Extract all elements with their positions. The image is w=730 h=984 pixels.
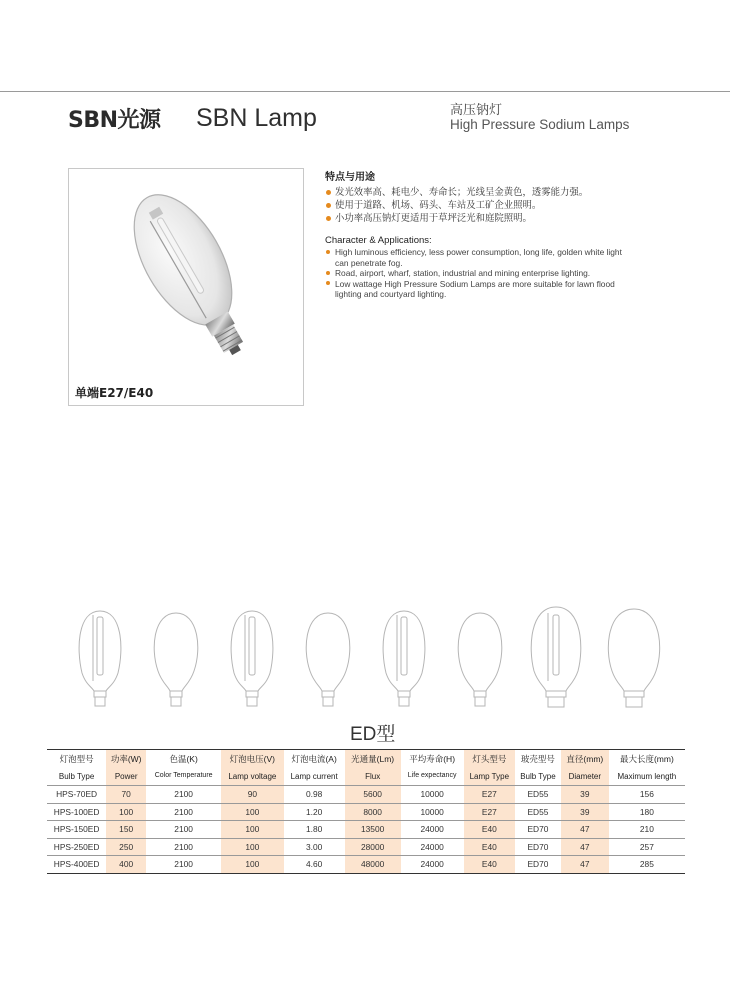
table-cell: 24000 bbox=[401, 838, 464, 856]
table-cell: 285 bbox=[609, 856, 685, 874]
bulb-outline-icon bbox=[79, 611, 121, 706]
spec-table-body bbox=[47, 786, 685, 874]
bulb-outline-icon bbox=[154, 613, 198, 706]
col-header-cn: 功率(W) bbox=[106, 750, 146, 768]
table-row bbox=[47, 838, 685, 856]
table-cell: 1.80 bbox=[284, 821, 345, 839]
table-cell: 100 bbox=[106, 803, 146, 821]
feature-item-cn: 小功率高压钠灯更适用于草坪泛光和庭院照明。 bbox=[325, 212, 625, 225]
table-cell: 2100 bbox=[146, 803, 221, 821]
table-cell: 39 bbox=[561, 786, 609, 804]
product-title-en: High Pressure Sodium Lamps bbox=[450, 117, 630, 132]
col-header-en: Lamp current bbox=[284, 767, 345, 786]
table-cell: E40 bbox=[464, 821, 515, 839]
table-cell: 400 bbox=[106, 856, 146, 874]
top-divider bbox=[0, 91, 730, 92]
table-cell: 24000 bbox=[401, 856, 464, 874]
table-cell: 10000 bbox=[401, 803, 464, 821]
table-cell: 13500 bbox=[345, 821, 401, 839]
product-photo bbox=[68, 168, 304, 406]
table-cell: 257 bbox=[609, 838, 685, 856]
product-title-cn: 高压钠灯 bbox=[450, 103, 503, 118]
col-header-cn: 灯头型号 bbox=[464, 750, 515, 768]
col-header-en bbox=[401, 767, 464, 786]
col-header-cn: 平均寿命(H) bbox=[401, 750, 464, 768]
table-cell: 100 bbox=[221, 838, 283, 856]
table-cell: 28000 bbox=[345, 838, 401, 856]
bulb-outline-icon bbox=[383, 611, 425, 706]
table-cell: HPS-400ED bbox=[47, 856, 106, 874]
table-cell: E27 bbox=[464, 803, 515, 821]
col-header-cn: 直径(mm) bbox=[561, 750, 609, 768]
table-cell: 39 bbox=[561, 803, 609, 821]
col-header-en-text: Color Temperature bbox=[154, 772, 213, 779]
table-cell: E40 bbox=[464, 856, 515, 874]
col-header-en-text: Life expectancy bbox=[407, 772, 457, 779]
table-cell: 156 bbox=[609, 786, 685, 804]
table-cell: 4.60 bbox=[284, 856, 345, 874]
feature-item-en: Road, airport, wharf, station, industrial and mining enterprise lighting. bbox=[325, 268, 625, 279]
table-cell: 210 bbox=[609, 821, 685, 839]
table-cell: ED55 bbox=[515, 803, 561, 821]
col-header-en bbox=[146, 767, 221, 786]
table-row bbox=[47, 786, 685, 804]
table-cell: HPS-250ED bbox=[47, 838, 106, 856]
feature-item-en: Low wattage High Pressure Sodium Lamps are more suitable for lawn flood lighting and courtyard lighting. bbox=[325, 279, 625, 300]
table-cell: 0.98 bbox=[284, 786, 345, 804]
feature-item-cn: 使用于道路、机场、码头、车站及工矿企业照明。 bbox=[325, 199, 625, 212]
table-row bbox=[47, 856, 685, 874]
col-header-cn: 光通量(Lm) bbox=[345, 750, 401, 768]
table-cell: 90 bbox=[221, 786, 283, 804]
features-list-cn bbox=[325, 186, 625, 225]
bulb-outline-diagrams bbox=[68, 603, 688, 713]
table-cell: 3.00 bbox=[284, 838, 345, 856]
features-title-en: Character & Applications: bbox=[325, 235, 432, 246]
table-row bbox=[47, 803, 685, 821]
col-header-cn: 灯泡型号 bbox=[47, 750, 106, 768]
feature-item-cn: 发光效率高、耗电少、寿命长；光线呈金黄色，透雾能力强。 bbox=[325, 186, 625, 199]
header-row-en bbox=[47, 767, 685, 786]
table-cell: 47 bbox=[561, 838, 609, 856]
col-header-en: Power bbox=[106, 767, 146, 786]
col-header-en: Lamp voltage bbox=[221, 767, 283, 786]
photo-caption: 单端E27/E40 bbox=[75, 386, 154, 400]
table-cell: 10000 bbox=[401, 786, 464, 804]
col-header-en: Bulb Type bbox=[515, 767, 561, 786]
table-cell: E27 bbox=[464, 786, 515, 804]
table-cell: ED70 bbox=[515, 821, 561, 839]
spec-table bbox=[47, 749, 685, 874]
table-cell: 1.20 bbox=[284, 803, 345, 821]
col-header-en: Lamp Type bbox=[464, 767, 515, 786]
table-cell: 180 bbox=[609, 803, 685, 821]
table-cell: 8000 bbox=[345, 803, 401, 821]
table-cell: 100 bbox=[221, 821, 283, 839]
table-cell: 70 bbox=[106, 786, 146, 804]
table-cell: 2100 bbox=[146, 838, 221, 856]
table-cell: 48000 bbox=[345, 856, 401, 874]
col-header-cn: 最大长度(mm) bbox=[609, 750, 685, 768]
table-cell: 47 bbox=[561, 856, 609, 874]
section-label: ED型 bbox=[350, 724, 396, 745]
col-header-cn: 玻壳型号 bbox=[515, 750, 561, 768]
table-cell: E40 bbox=[464, 838, 515, 856]
col-header-cn: 灯泡电压(V) bbox=[221, 750, 283, 768]
col-header-en: Bulb Type bbox=[47, 767, 106, 786]
table-cell: 100 bbox=[221, 856, 283, 874]
col-header-en: Diameter bbox=[561, 767, 609, 786]
features-title-cn: 特点与用途 bbox=[325, 172, 375, 183]
table-cell: HPS-70ED bbox=[47, 786, 106, 804]
table-cell: ED70 bbox=[515, 856, 561, 874]
table-cell: 47 bbox=[561, 821, 609, 839]
col-header-cn: 色温(K) bbox=[146, 750, 221, 768]
bulb-outline-icon bbox=[458, 613, 502, 706]
table-cell: 2100 bbox=[146, 856, 221, 874]
features-list-en bbox=[325, 247, 625, 300]
col-header-en: Maximum length bbox=[609, 767, 685, 786]
bulb-outline-icon bbox=[608, 609, 659, 707]
table-cell: HPS-150ED bbox=[47, 821, 106, 839]
features-section bbox=[325, 168, 625, 300]
table-cell: 150 bbox=[106, 821, 146, 839]
table-cell: 5600 bbox=[345, 786, 401, 804]
col-header-en: Flux bbox=[345, 767, 401, 786]
header-row-cn bbox=[47, 750, 685, 768]
bulb-outline-icon bbox=[306, 613, 350, 706]
table-cell: 100 bbox=[221, 803, 283, 821]
bulb-outline-icon bbox=[231, 611, 273, 706]
table-cell: 2100 bbox=[146, 821, 221, 839]
table-cell: ED55 bbox=[515, 786, 561, 804]
table-cell: 250 bbox=[106, 838, 146, 856]
table-cell: 2100 bbox=[146, 786, 221, 804]
table-row bbox=[47, 821, 685, 839]
feature-item-en: High luminous efficiency, less power consumption, long life, golden white light can penetrate fog. bbox=[325, 247, 625, 268]
brand-name: SBN Lamp bbox=[196, 104, 317, 132]
company-logo: SBN光源 bbox=[68, 108, 161, 133]
bulb-outline-icon bbox=[531, 607, 581, 707]
table-cell: HPS-100ED bbox=[47, 803, 106, 821]
table-cell: 24000 bbox=[401, 821, 464, 839]
sodium-lamp-image bbox=[109, 179, 279, 384]
col-header-cn: 灯泡电流(A) bbox=[284, 750, 345, 768]
table-cell: ED70 bbox=[515, 838, 561, 856]
